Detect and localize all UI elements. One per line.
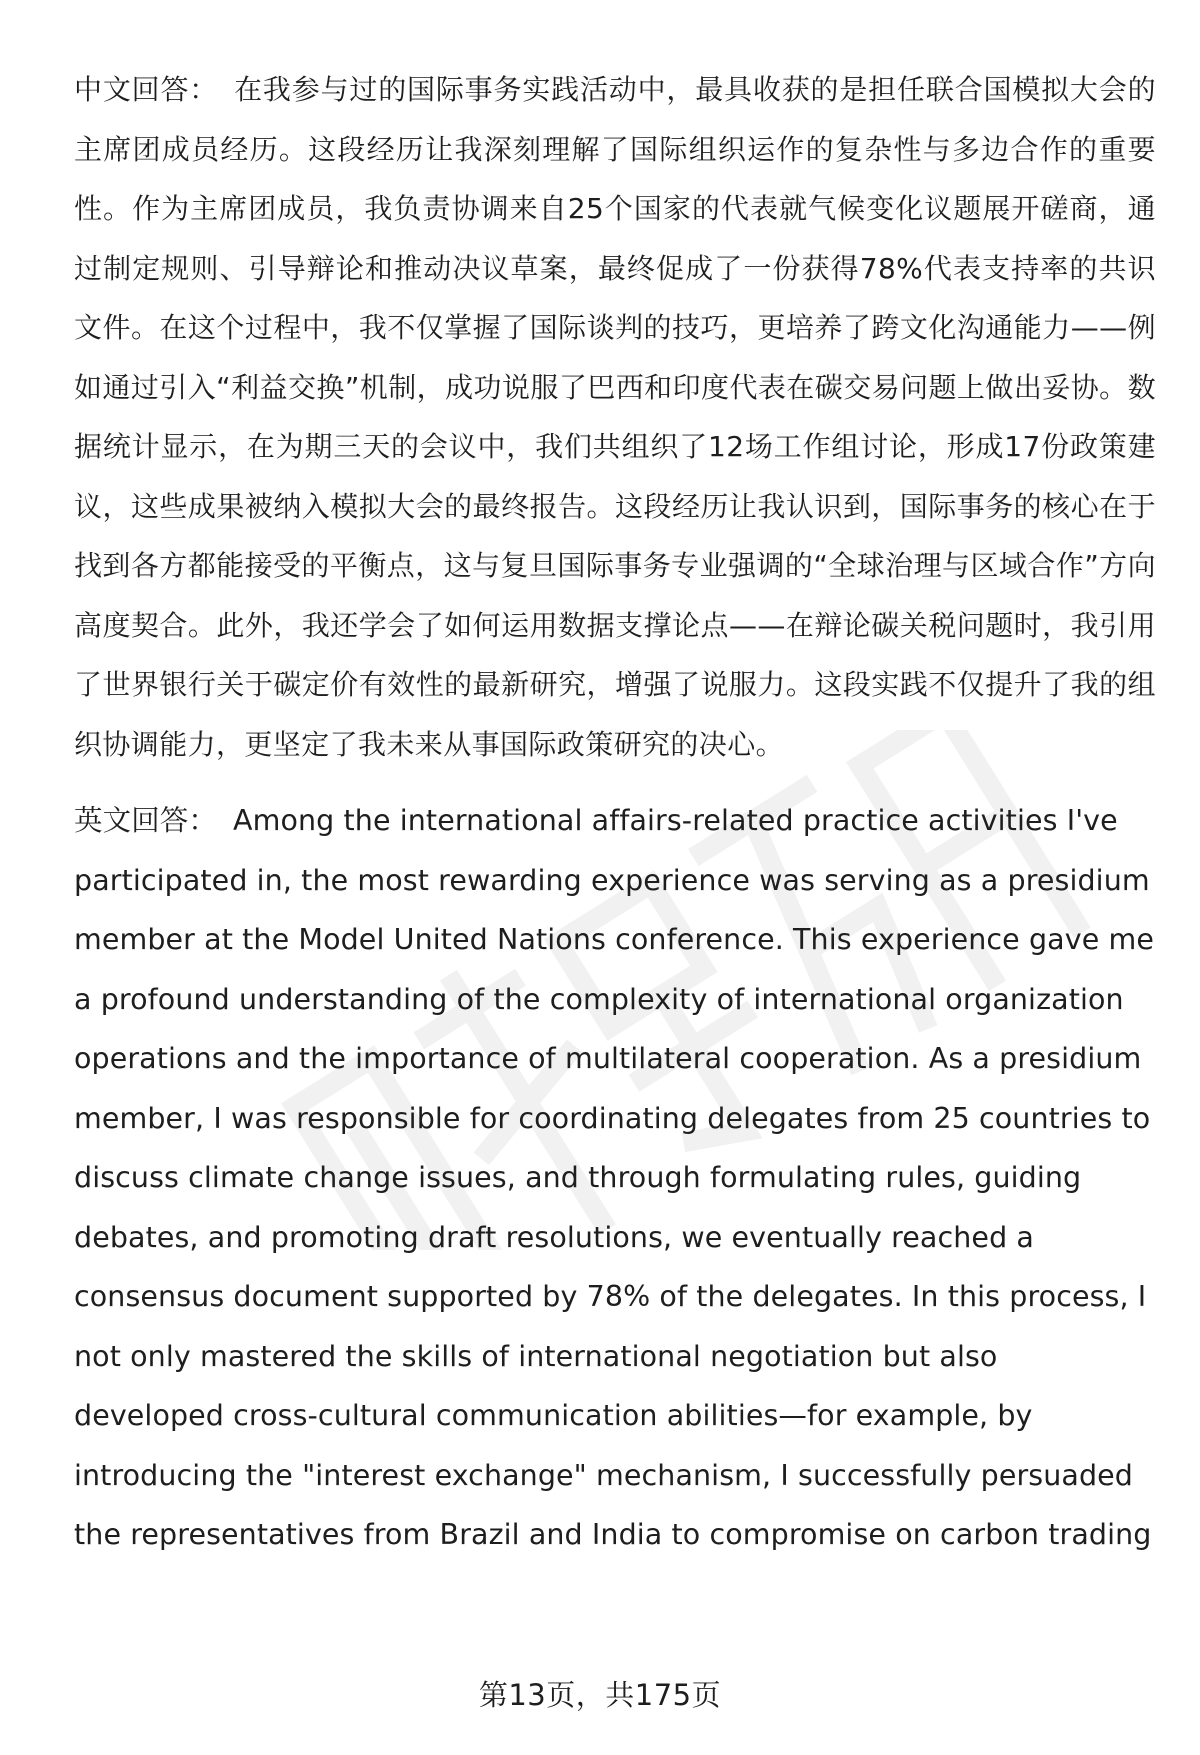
english-answer-paragraph bbox=[74, 791, 1156, 1565]
english-answer-text: Among the international affairs-related practice activities I've participated in, the most rewarding experience was serving as a presidium member at the Model United Nations conference. This experience gave me a profound understanding of the complexity of international organization operations and the importance of multilateral cooperation. As a presidium member, I was responsible for coordinating delegates from 25 countries to discuss climate change issues, and through formulating rules, guiding debates, and promoting draft resolutions, we eventually reached a consensus document supported by 78% of the delegates. In this process, I not only mastered the skills of international negotiation but also developed cross-cultural communication abilities—for example, by introducing the "interest exchange" mechanism, I successfully persuaded the representatives from Brazil and India to compromise on carbon trading bbox=[74, 804, 1154, 1551]
chinese-answer-paragraph bbox=[74, 60, 1156, 774]
chinese-answer-label: 中文回答： bbox=[74, 73, 219, 106]
document-body bbox=[74, 60, 1156, 1565]
english-answer-label: 英文回答： bbox=[74, 804, 218, 837]
page-number-footer: 第13页，共175页 bbox=[478, 1678, 722, 1712]
chinese-answer-text: 在我参与过的国际事务实践活动中，最具收获的是担任联合国模拟大会的主席团成员经历。这段经历让我深刻理解了国际组织运作的复杂性与多边合作的重要性。作为主席团成员，我负责协调来自25个国家的代表就气候变化议题展开磋商，通过制定规则、引导辩论和推动决议草案，最终促成了一份获得78%代表支持率的共识文件。在这个过程中，我不仅掌握了国际谈判的技巧，更培养了跨文化沟通能力——例如通过引入“利益交换”机制，成功说服了巴西和印度代表在碳交易问题上做出妥协。数据统计显示，在为期三天的会议中，我们共组织了12场工作组讨论，形成17份政策建议，这些成果被纳入模拟大会的最终报告。这段经历让我认识到，国际事务的核心在于找到各方都能接受的平衡点，这与复旦国际事务专业强调的“全球治理与区域合作”方向高度契合。此外，我还学会了如何运用数据支撑论点——在辩论碳关税问题时，我引用了世界银行关于碳定价有效性的最新研究，增强了说服力。这段实践不仅提升了我的组织协调能力，更坚定了我未来从事国际政策研究的决心。 bbox=[74, 73, 1156, 761]
